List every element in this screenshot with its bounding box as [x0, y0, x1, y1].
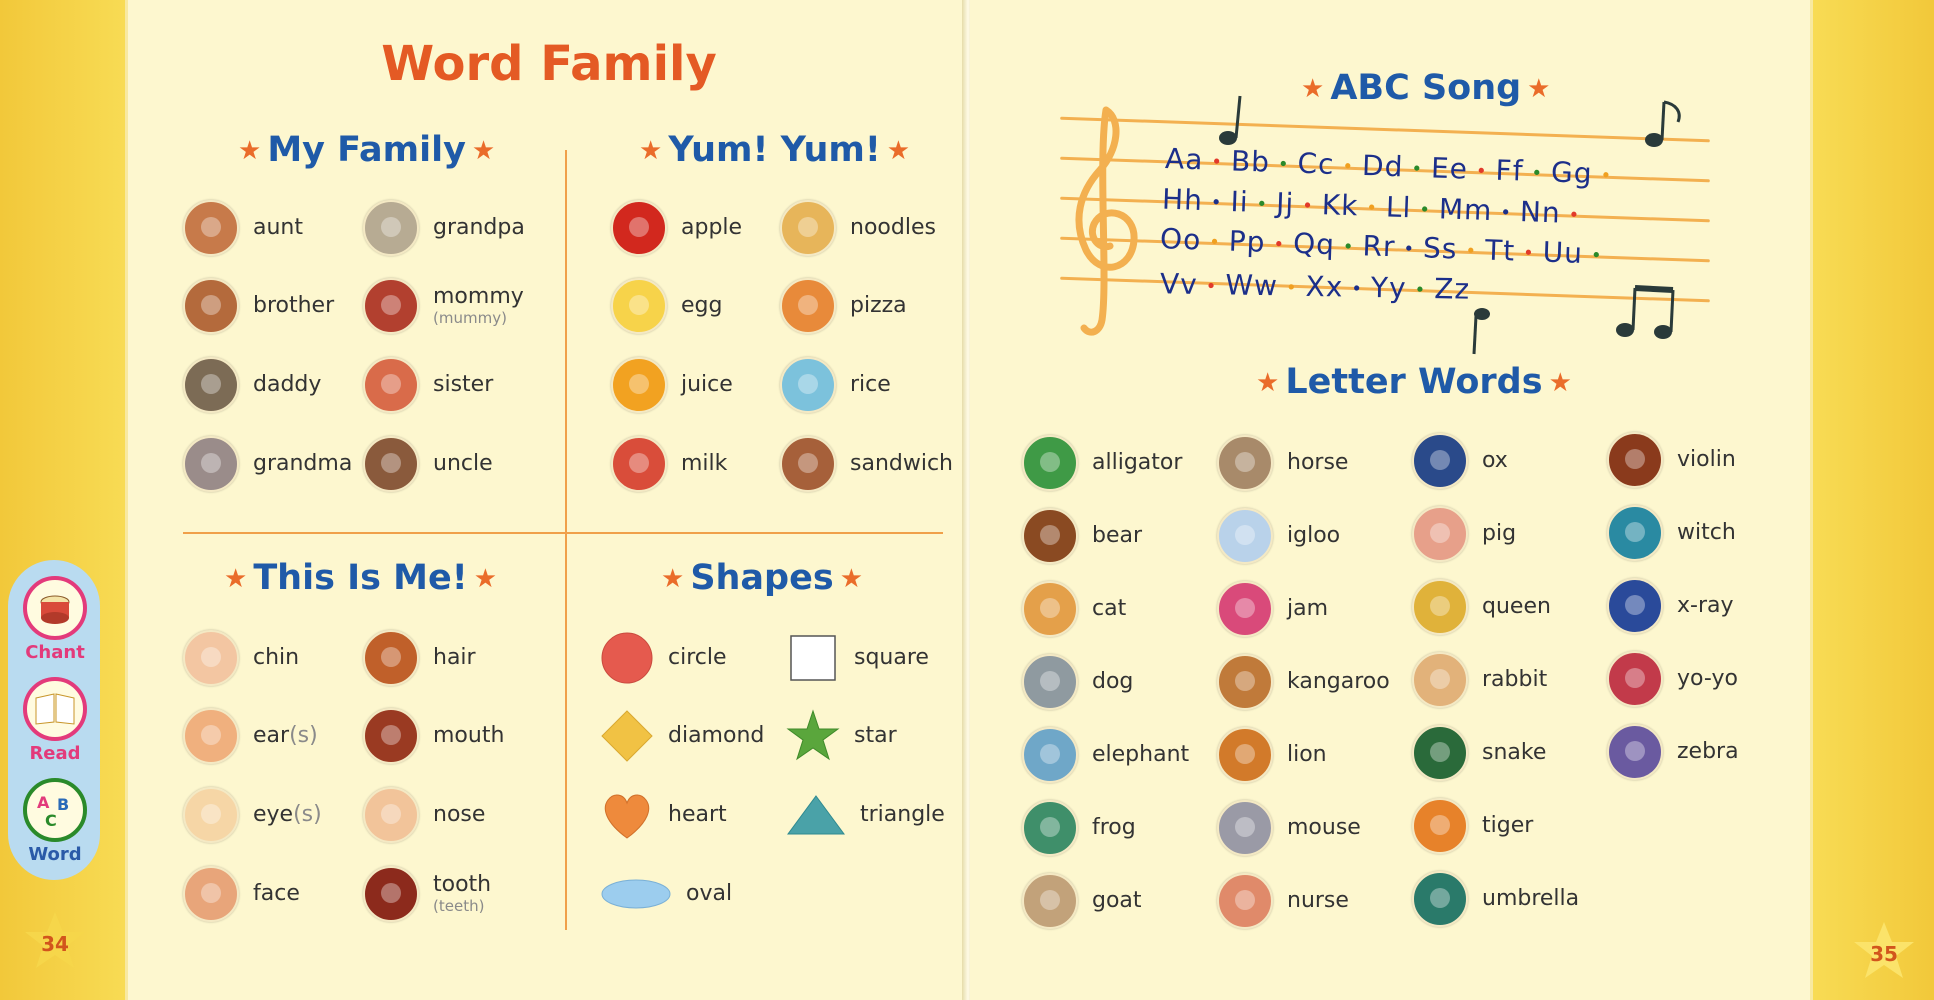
word-label: goat [1092, 888, 1142, 913]
word-label: face [253, 881, 300, 906]
word-item [1412, 798, 1533, 854]
section-title-text: Shapes [690, 558, 834, 598]
staff-line [1060, 117, 1710, 143]
word-label: dog [1092, 669, 1134, 694]
right-page-edge [1809, 0, 1934, 1000]
triangle-shape-icon [786, 788, 846, 842]
mouse-icon [1217, 800, 1273, 856]
abc-icon [23, 778, 87, 842]
word-item [1412, 579, 1551, 635]
word-label: pizza [850, 293, 907, 318]
word-label: ear(s) [253, 723, 318, 748]
vertical-divider [565, 150, 567, 930]
word-label: oval [686, 881, 733, 906]
section-title-text: My Family [267, 130, 466, 170]
sandwich-icon [780, 436, 836, 492]
bear-icon [1022, 508, 1078, 564]
word-label: igloo [1287, 523, 1341, 548]
heart-shape-icon [600, 788, 654, 842]
music-note-icon [1218, 92, 1248, 148]
word-label: milk [681, 451, 728, 476]
word-item [600, 787, 727, 843]
square-shape-icon [786, 631, 840, 685]
word-item [363, 357, 493, 413]
word-label: eye(s) [253, 802, 322, 827]
word-label: nurse [1287, 888, 1349, 913]
diamond-shape-icon [600, 709, 654, 763]
word-item [363, 708, 504, 764]
music-note-icon [1468, 302, 1498, 358]
word-item [363, 200, 525, 256]
brother-icon [183, 278, 239, 334]
page-number-right: 35 [1852, 920, 1916, 984]
star-icon: ★ [661, 564, 685, 594]
frog-icon [1022, 800, 1078, 856]
word-item [611, 436, 727, 492]
circle-shape-icon [600, 631, 654, 685]
sister-icon [363, 357, 419, 413]
tiger-icon [1412, 798, 1468, 854]
elephant-icon [1022, 727, 1078, 783]
word-item [611, 278, 722, 334]
word-item [1217, 435, 1348, 491]
word-item [780, 200, 936, 256]
word-label: violin [1677, 447, 1736, 472]
dog-icon [1022, 654, 1078, 710]
alt-spelling: (mummy) [433, 309, 507, 327]
word-item [600, 630, 727, 686]
noodles-icon [780, 200, 836, 256]
word-label: egg [681, 293, 723, 318]
word-item [600, 708, 764, 764]
word-item [1412, 652, 1547, 708]
word-item [183, 787, 322, 843]
word-label: zebra [1677, 739, 1739, 764]
tooth-icon [363, 866, 419, 922]
jam-icon [1217, 581, 1273, 637]
nose-icon [363, 787, 419, 843]
abc-row-3: Oo • Pp • Qq • Rr • Ss • Tt • Uu • [1159, 222, 1603, 270]
chin-icon [183, 630, 239, 686]
word-item [786, 787, 945, 843]
word-label: nose [433, 802, 486, 827]
star-icon: ★ [1256, 368, 1280, 398]
word-item [1022, 873, 1142, 929]
svg-text:C: C [45, 811, 57, 830]
word-label: pig [1482, 521, 1517, 546]
abc-row-1: Aa • Bb • Cc • Dd • Ee • Ff • Gg • [1164, 142, 1613, 190]
apple-icon [611, 200, 667, 256]
grandpa-icon [363, 200, 419, 256]
rice-icon [780, 357, 836, 413]
word-label: tiger [1482, 813, 1534, 838]
word-label: ox [1482, 448, 1508, 473]
word-item [363, 866, 491, 922]
face-icon [183, 866, 239, 922]
word-label: rice [850, 372, 891, 397]
umbrella-icon [1412, 871, 1468, 927]
word-label: brother [253, 293, 335, 318]
egg-icon [611, 278, 667, 334]
word-item [1022, 508, 1142, 564]
page-number-left: 34 [23, 910, 87, 974]
music-note-icon [1642, 96, 1692, 152]
drum-icon [23, 576, 87, 640]
word-label: tooth (teeth) [433, 872, 492, 915]
mommy-icon [363, 278, 419, 334]
horse-icon [1217, 435, 1273, 491]
word-item [611, 357, 733, 413]
star-icon: ★ [471, 136, 496, 166]
word-label: noodles [850, 215, 936, 240]
tab-label: Word [28, 844, 82, 865]
word-label: uncle [433, 451, 493, 476]
nurse-icon [1217, 873, 1273, 929]
word-item [183, 357, 321, 413]
word-item [780, 278, 907, 334]
word-label: aunt [253, 215, 303, 240]
uncle-icon [363, 436, 419, 492]
word-label: snake [1482, 740, 1547, 765]
word-item [1022, 800, 1136, 856]
word-item [1022, 654, 1133, 710]
page-title: Word Family [381, 36, 717, 92]
tab-read[interactable] [22, 677, 88, 764]
star-icon: ★ [839, 564, 863, 594]
abc-row-2: Hh • Ii • Jj • Kk • Ll • Mm • Nn • [1161, 182, 1581, 230]
word-item [780, 357, 891, 413]
cat-icon [1022, 581, 1078, 637]
snake-icon [1412, 725, 1468, 781]
violin-icon [1607, 432, 1663, 488]
star-icon: ★ [886, 136, 911, 166]
lion-icon [1217, 727, 1273, 783]
word-label: rabbit [1482, 667, 1548, 692]
word-item [1217, 800, 1361, 856]
kangaroo-icon [1217, 654, 1273, 710]
zebra-icon [1607, 724, 1663, 780]
mouth-icon [363, 708, 419, 764]
oval-shape-icon [600, 867, 672, 921]
pig-icon [1412, 506, 1468, 562]
daddy-icon [183, 357, 239, 413]
star-icon: ★ [238, 136, 262, 166]
word-label: mouth [433, 723, 505, 748]
word-label: x-ray [1677, 593, 1734, 618]
word-label: cat [1092, 596, 1127, 621]
section-title-this-is-me [218, 558, 503, 598]
word-item [183, 200, 303, 256]
word-item [611, 200, 742, 256]
word-label: chin [253, 645, 300, 670]
word-item [183, 866, 300, 922]
word-label: bear [1092, 523, 1143, 548]
tab-label: Chant [25, 642, 85, 663]
queen-icon [1412, 579, 1468, 635]
section-title-shapes [655, 558, 869, 598]
star-icon: ★ [473, 564, 497, 594]
plural-form: (teeth) [433, 897, 485, 915]
word-item [1607, 724, 1739, 780]
word-label: juice [681, 372, 733, 397]
pizza-icon [780, 278, 836, 334]
milk-icon [611, 436, 667, 492]
word-item [1217, 654, 1390, 710]
rabbit-icon [1412, 652, 1468, 708]
word-label: alligator [1092, 450, 1183, 475]
abc-row-4: Vv • Ww • Xx • Yy • Zz [1159, 267, 1471, 306]
side-tab-bar [8, 560, 100, 880]
word-item [363, 787, 485, 843]
word-label: diamond [668, 723, 765, 748]
word-item [1607, 651, 1738, 707]
double-note-icon [1613, 280, 1683, 344]
treble-clef-icon [1060, 100, 1140, 340]
word-item [1607, 505, 1736, 561]
word-item [1217, 727, 1327, 783]
section-title-my-family [232, 130, 501, 170]
word-label: square [854, 645, 929, 670]
word-label: witch [1677, 520, 1736, 545]
word-label: queen [1482, 594, 1551, 619]
juice-icon [611, 357, 667, 413]
word-label: daddy [253, 372, 322, 397]
star-icon: ★ [639, 136, 663, 166]
word-label: frog [1092, 815, 1136, 840]
grandma-icon [183, 436, 239, 492]
word-item [1022, 727, 1189, 783]
word-label: mommy (mummy) [433, 284, 524, 327]
hair-icon [363, 630, 419, 686]
star-shape-icon [786, 709, 840, 763]
word-item [183, 708, 318, 764]
word-label: horse [1287, 450, 1349, 475]
ear-icon [183, 708, 239, 764]
book-icon [23, 677, 87, 741]
word-item [1412, 725, 1546, 781]
plural-suffix: (s) [289, 723, 318, 748]
word-label: mouse [1287, 815, 1361, 840]
plural-suffix: (s) [293, 802, 322, 827]
svg-text:A: A [37, 793, 50, 812]
aunt-icon [183, 200, 239, 256]
tab-label: Read [29, 743, 81, 764]
word-item [1022, 435, 1182, 491]
word-label: jam [1287, 596, 1329, 621]
witch-icon [1607, 505, 1663, 561]
word-item [183, 436, 352, 492]
star-icon: ★ [1548, 368, 1572, 398]
word-label: grandma [253, 451, 353, 476]
star-icon: ★ [1527, 74, 1551, 104]
eye-icon [183, 787, 239, 843]
word-label: lion [1287, 742, 1327, 767]
word-label: star [854, 723, 897, 748]
word-label: elephant [1092, 742, 1190, 767]
word-item [600, 866, 732, 922]
word-item [1607, 432, 1736, 488]
svg-text:B: B [57, 795, 70, 814]
star-icon: ★ [224, 564, 248, 594]
word-label: umbrella [1482, 886, 1580, 911]
word-item [363, 436, 493, 492]
word-item [183, 630, 299, 686]
word-item [183, 278, 334, 334]
tab-word[interactable] [22, 778, 88, 865]
word-label: kangaroo [1287, 669, 1390, 694]
word-item [1217, 581, 1328, 637]
word-label: heart [668, 802, 727, 827]
right-page [970, 0, 1813, 1000]
xray-icon [1607, 578, 1663, 634]
section-title-letter-words [1250, 362, 1578, 402]
word-label: circle [668, 645, 727, 670]
word-item [1217, 508, 1340, 564]
section-title-text: Letter Words [1285, 362, 1543, 402]
goat-icon [1022, 873, 1078, 929]
word-item [1412, 433, 1508, 489]
word-item [1607, 578, 1734, 634]
ox-icon [1412, 433, 1468, 489]
word-item [780, 436, 953, 492]
word-label: sandwich [850, 451, 953, 476]
yoyo-icon [1607, 651, 1663, 707]
section-title-yum-yum [633, 130, 916, 170]
section-title-abc-song [1295, 68, 1556, 108]
word-item [363, 630, 476, 686]
word-label: triangle [860, 802, 945, 827]
word-item [1412, 871, 1579, 927]
word-item [1412, 506, 1516, 562]
star-icon: ★ [1301, 74, 1325, 104]
word-label: grandpa [433, 215, 525, 240]
word-item [1022, 581, 1126, 637]
horizontal-divider [183, 532, 943, 534]
word-label: apple [681, 215, 743, 240]
word-item [786, 630, 929, 686]
word-item [363, 278, 524, 334]
word-item [786, 708, 897, 764]
word-label: yo-yo [1677, 666, 1738, 691]
section-title-text: ABC Song [1330, 68, 1522, 108]
section-title-text: Yum! Yum! [668, 130, 881, 170]
word-label: sister [433, 372, 494, 397]
word-item [1217, 873, 1349, 929]
alligator-icon [1022, 435, 1078, 491]
section-title-text: This Is Me! [253, 558, 468, 598]
tab-chant[interactable] [22, 576, 88, 663]
word-label: hair [433, 645, 476, 670]
igloo-icon [1217, 508, 1273, 564]
